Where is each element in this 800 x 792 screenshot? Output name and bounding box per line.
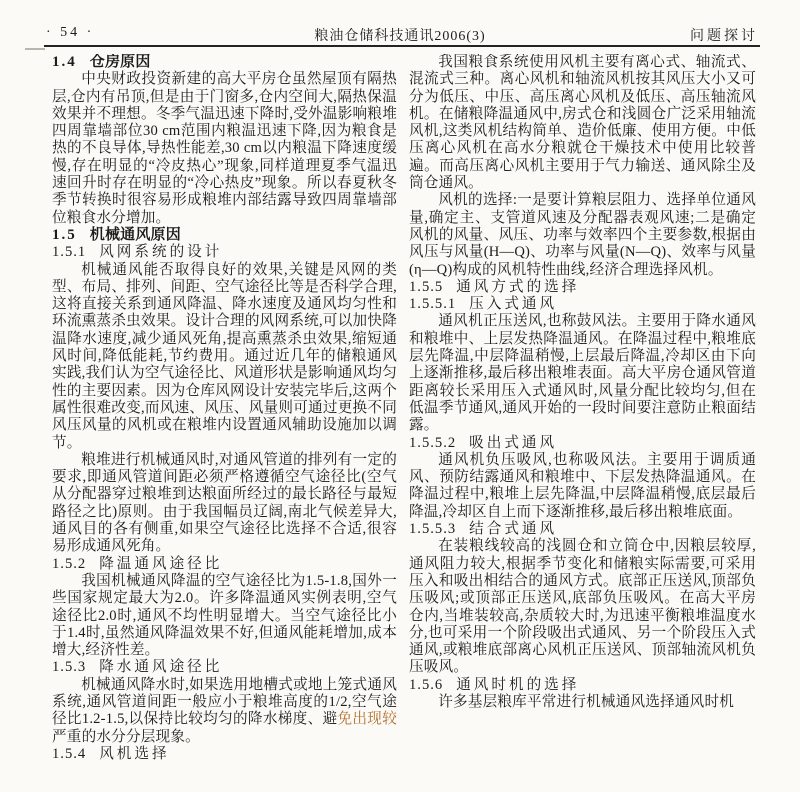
scan-artifact-dash (25, 48, 45, 50)
subsection-heading-1-5-5-3 (409, 521, 756, 538)
paragraph: 机械通风能否取得良好的效果,关键是风网的类型、布局、排列、间距、空气途径比等是否科学合理,这将直接关系到通风降温、降水速度及通风均匀性和环流熏蒸杀虫效果。设计合理的风网系统,可以加快降温降水速度,减少通风死角,提高熏蒸杀虫效果,缩短通风时间,降低能耗,节约费用。通过近几年的储粮通风实践,我们认为空气途径比、风道形状是影响通风均匀性的主要因素。因为仓库风网设计安装完毕后,这两个属性很难改变,而风速、风压、风量则可通过更换不同风压风量的风机或在粮堆内设置通风辅助设施加以调节。 (52, 261, 397, 451)
section-title: 结合式通风 (469, 521, 558, 538)
section-number: 1.4 (52, 54, 77, 70)
section-number: 1.5.5 (409, 278, 444, 295)
section-title: 压入式通风 (469, 296, 558, 313)
section-title: 降水通风途径比 (99, 659, 223, 676)
paragraph (52, 677, 397, 746)
section-title: 仓房原因 (89, 54, 151, 70)
section-title: 吸出式通风 (469, 434, 558, 451)
section-number: 1.5.5.2 (409, 434, 457, 451)
section-title: 机械通风原因 (89, 226, 181, 243)
paragraph: 通风机正压送风,也称鼓风法。主要用于降水通风和粮堆中、上层发热降温通风。在降温过程中,粮堆底层先降温,中层降温稍慢,上层最后降温,冷却区由下向上逐渐推移,最后移出粮堆表面。高大平房仓通风管道距离较长采用压入式通风时,风量分配比较均匀,但在低温季节通风,通风开始的一段时间要注意防止粮面结露。 (409, 313, 756, 434)
right-column (409, 54, 756, 711)
section-number: 1.5.4 (52, 745, 87, 762)
subsection-heading-1-5-3 (52, 659, 397, 676)
subsection-heading-1-5-2 (52, 556, 397, 573)
subsection-heading-1-5-5-2 (409, 435, 756, 452)
section-heading-1-5 (52, 227, 397, 244)
section-title: 降温通风途径比 (99, 555, 223, 572)
section-number: 1.5.5.1 (409, 296, 457, 313)
section-title: 通风时机的选择 (456, 676, 580, 693)
paragraph: 风机的选择:一是要计算粮层阻力、选择单位通风量,确定主、支管道风速及分配器表观风速;二是确定风机的风量、风压、功率与效率四个主要参数,根据由风压与风量(H—Q)、功率与风量(N—Q)、效率与风量(η—Q)构成的风机特性曲线,经济合理选择风机。 (409, 192, 756, 278)
subsection-heading-1-5-1 (52, 244, 397, 261)
section-title: 风网系统的设计 (99, 244, 223, 261)
paragraph-text: 严重的水分分层现象。 (52, 728, 200, 745)
subsection-heading-1-5-4 (52, 746, 397, 763)
subsection-heading-1-5-5-1 (409, 296, 756, 313)
paragraph: 我国粮食系统使用风机主要有离心式、轴流式、混流式三种。离心风机和轴流风机按其风压大小又可分为低压、中压、高压离心风机及低压、高压轴流风机。在储粮降温通风中,房式仓和浅圆仓广泛采用轴流风机,这类风机结构简单、造价低廉、使用方便。中低压离心风机在高水分粮就仓干燥技术中使用比较普遍。而高压离心风机主要用于气力输送、通风除尘及筒仓通风。 (409, 54, 756, 192)
paragraph: 在装粮线较高的浅圆仓和立筒仓中,因粮层较厚,通风阻力较大,根据季节变化和储粮实际需要,可采用压入和吸出相结合的通风方式。底部正压送风,顶部负压吸风;或顶部正压送风,底部负压吸风。在高大平房仓内,当堆装较高,杂质较大时,为迅速平衡粮堆温度水分,也可采用一个阶段吸出式通风、另一个阶段压入式通风,或粮堆底部离心风机正压送风、顶部轴流风机负压吸风。 (409, 538, 756, 676)
page-number: · 54 · (46, 25, 95, 40)
paragraph: 我国机械通风降温的空气途径比为1.5-1.8,国外一些国家规定最大为2.0。许多降温通风实例表明,空气途径比2.0时,通风不均性明显增大。当空气途径比小于1.4时,虽然通风降温效果不好,但通风能耗增加,成本增大,经济性差。 (52, 572, 397, 659)
stamp-tinted-text: 免出现较 (337, 711, 397, 728)
paragraph: 通风机负压吸风,也称吸风法。主要用于调质通风、预防结露通风和粮堆中、下层发热降温通风。在降温过程中,粮堆上层先降温,中层降温稍慢,底层最后降温,冷却区自上而下逐渐推移,最后移出粮堆底面。 (409, 451, 756, 520)
paragraph: 粮堆进行机械通风时,对通风管道的排列有一定的要求,即通风管道间距必须严格遵循空气途径比(空气从分配器穿过粮堆到达粮面所经过的最长路径与最短路径之比)原则。由于我国幅员辽阔,南北气候差异大,通风目的各有侧重,如果空气途径比选择不合适,很容易形成通风死角。 (52, 451, 397, 555)
section-heading-1-4 (52, 54, 397, 71)
paragraph-text: 机械通风降水时,如果选用地槽式或地上笼式通风系统,通风管道间距一般应小于粮堆高度的1/2,空气途径比1.2-1.5,以保持比较均匀的降水梯度、避 (52, 676, 397, 728)
subsection-heading-1-5-5 (409, 279, 756, 296)
section-number: 1.5.3 (52, 659, 87, 676)
section-number: 1.5.5.3 (409, 521, 457, 538)
section-number: 1.5.1 (52, 244, 87, 261)
column-section-title: 问题探讨 (690, 29, 758, 44)
section-title: 通风方式的选择 (456, 278, 580, 295)
paragraph: 中央财政投资新建的高大平房仓虽然屋顶有隔热层,仓内有吊顶,但是由于门窗多,仓内空间大,隔热保温效果并不理想。冬季气温迅速下降时,受外温影响粮堆四周靠墙部位30 cm范围内粮温迅速下降,因为粮食是热的不良导体,导热性能差,30 cm以内粮温下降速度缓慢,存在明显的“冷皮热心”现象,同样道理夏季气温迅速回升时存在明显的“冷心热皮”现象。所以春夏秋冬季节转换时很容易形成粮堆内部结露导致四周靠墙部位粮食水分增加。 (52, 71, 397, 226)
section-number: 1.5.6 (409, 676, 444, 693)
section-number: 1.5 (52, 226, 77, 243)
paragraph: 许多基层粮库平常进行机械通风选择通风时机 (438, 693, 735, 710)
left-column (52, 54, 397, 763)
section-number: 1.5.2 (52, 555, 87, 572)
subsection-heading-1-5-6 (409, 677, 756, 694)
header-rule (44, 45, 760, 47)
journal-title: 粮油仓储科技通讯2006(3) (314, 29, 486, 44)
section-title: 风机选择 (99, 745, 170, 762)
